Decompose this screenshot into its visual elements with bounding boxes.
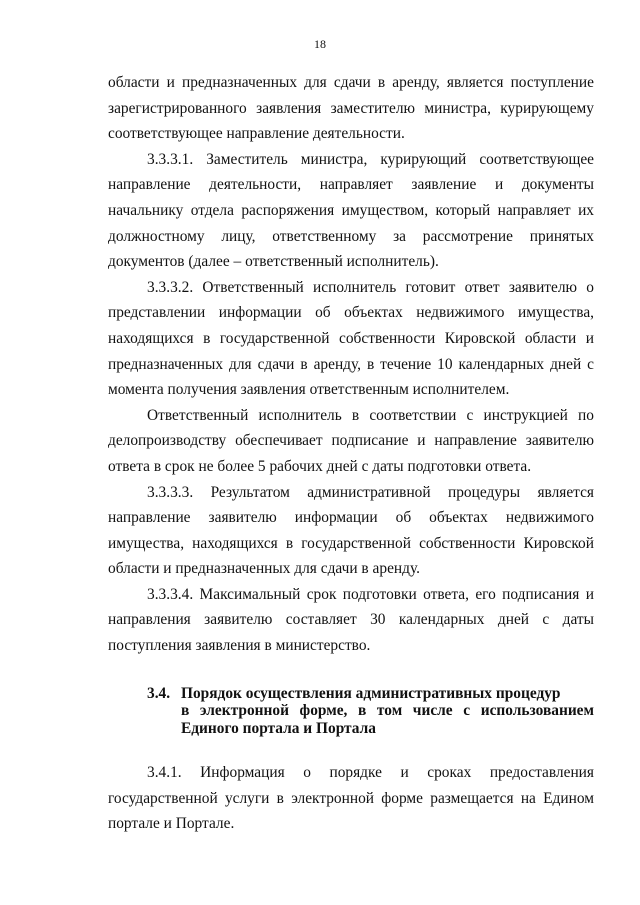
section-title-line2: в электронной форме, в том числе с использованием Единого портала и Портала xyxy=(181,702,594,737)
page-number: 18 xyxy=(314,37,326,51)
paragraph-responsible-executor: Ответственный исполнитель в соответствии с инструкцией по делопроизводству обеспечивает подписание и направление заявителю ответа в срок не более 5 рабочих дней с даты подготовки ответа. xyxy=(108,406,594,475)
paragraph-3-3-3-1: 3.3.3.1. Заместитель министра, курирующий соответствующее направление деятельности, направляет заявление и документы начальнику отдела распоряжения имуществом, который направляет их должностному лицу, ответственному за рассмотрение принятых документов (далее – ответственный исполнитель). xyxy=(108,150,594,271)
section-title-line1: Порядок осуществления административных процедур xyxy=(181,684,561,702)
document-body xyxy=(108,70,594,837)
paragraph-3-3-3-4: 3.3.3.4. Максимальный срок подготовки ответа, его подписания и направления заявителю составляет 30 календарных дней с даты поступления заявления в министерство. xyxy=(108,585,594,655)
section-heading-3-4 xyxy=(108,685,594,738)
paragraph-3-4-1: 3.4.1. Информация о порядке и сроках предоставления государственной услуги в электронной форме размещается на Едином портале и Портале. xyxy=(108,764,594,833)
paragraph-3-3-3-3: 3.3.3.3. Результатом административной процедуры является направление заявителю информации об объектах недвижимого имущества, находящихся в государственной собственности Кировской области и предназначенных для сдачи в аренду. xyxy=(108,483,594,578)
paragraph-continuation: области и предназначенных для сдачи в аренду, является поступление зарегистрированного заявления заместителю министра, курирующему соответствующее направление деятельности. xyxy=(108,74,594,143)
paragraph-3-3-3-2: 3.3.3.2. Ответственный исполнитель готовит ответ заявителю о представлении информации об объектах недвижимого имущества, находящихся в государственной собственности Кировской области и предназначенных для сдачи в аренду, в течение 10 календарных дней с момента получения заявления ответственным исполнителем. xyxy=(108,278,594,399)
section-number: 3.4. xyxy=(147,684,171,702)
